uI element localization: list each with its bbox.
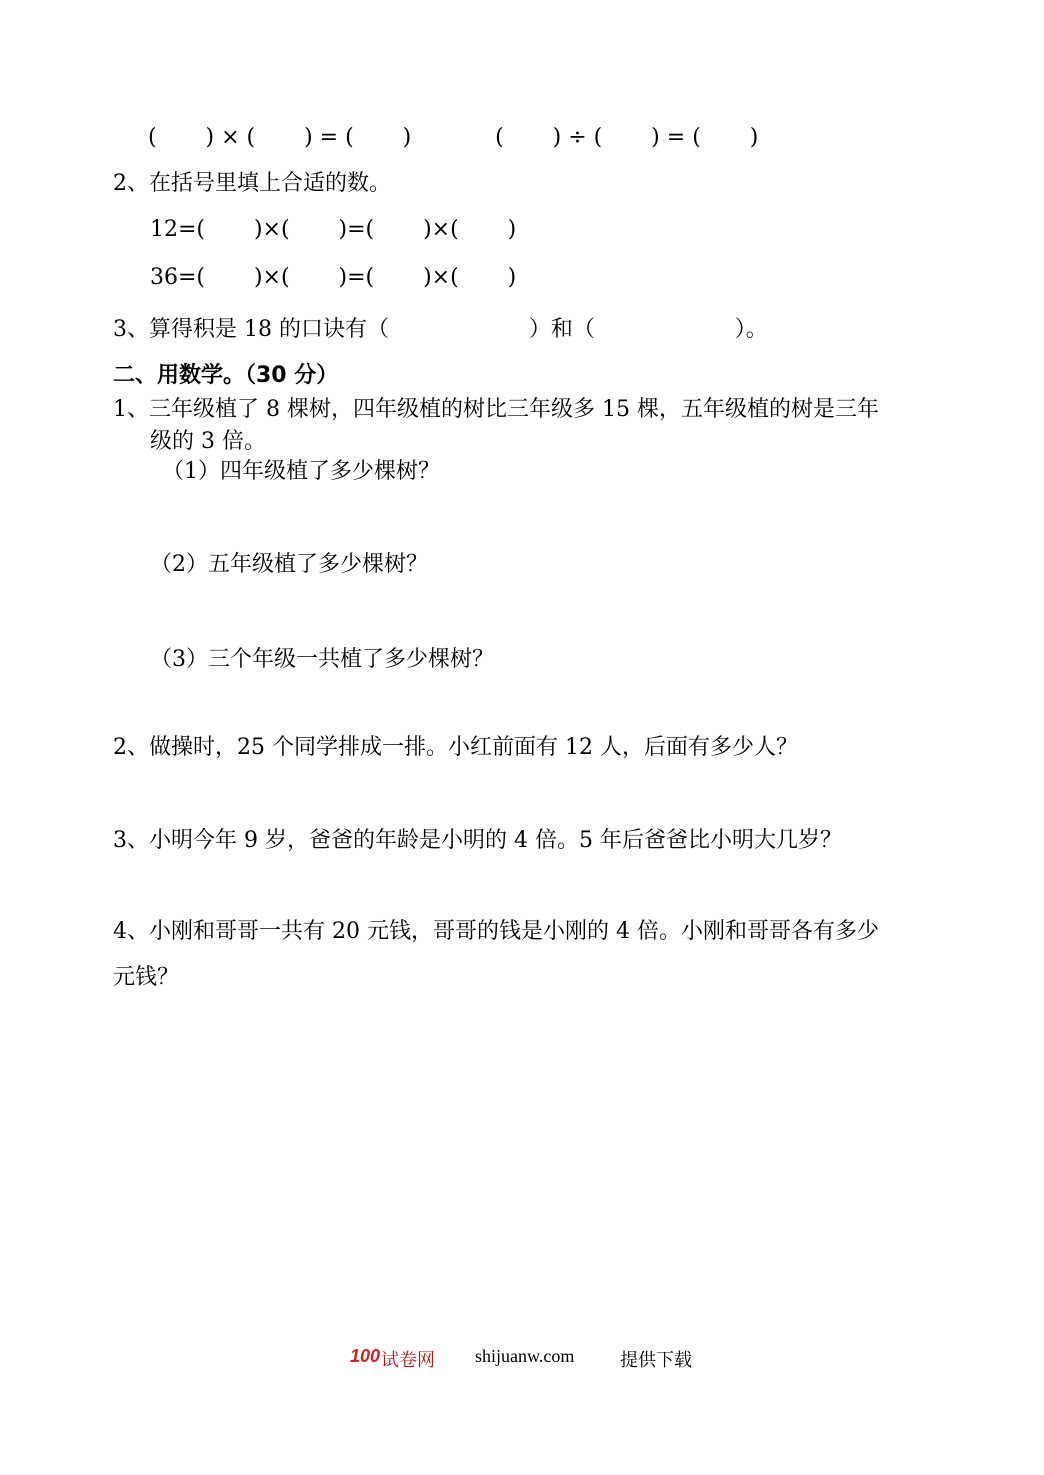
- footer-site: shijuanw.com: [475, 1346, 575, 1366]
- problem-4-line-1: 4、小刚和哥哥一共有 20 元钱，哥哥的钱是小刚的 4 倍。小刚和哥哥各有多少: [113, 919, 879, 944]
- problem-1-sub-1: （1）四年级植了多少棵树？: [162, 459, 440, 484]
- page-footer: [0, 1344, 1044, 1372]
- section-2-heading: 二、用数学。（30 分）: [113, 363, 339, 388]
- problem-1-sub-3: （3）三个年级一共植了多少棵树？: [150, 647, 494, 672]
- problem-2: 2、做操时，25 个同学排成一排。小红前面有 12 人，后面有多少人？: [113, 735, 798, 760]
- problem-1-sub-2: （2）五年级植了多少棵树？: [150, 552, 428, 577]
- question-3: 3、算得积是 18 的口诀有（ ）和（ ）。: [113, 317, 768, 342]
- equation-row: ( ) × ( ) = ( ) ( ) ÷ ( ) = ( ): [148, 125, 759, 150]
- logo-text: 试卷网: [381, 1350, 435, 1371]
- problem-1-line-2: 级的 3 倍。: [150, 429, 266, 454]
- footer-provide: 提供下载: [620, 1350, 692, 1371]
- question-2-line-1: 12=( )×( )=( )×( ): [150, 217, 517, 242]
- question-2-title: 2、在括号里填上合适的数。: [113, 171, 391, 196]
- problem-4-line-2: 元钱？: [113, 965, 180, 990]
- logo-number: 100: [350, 1346, 381, 1366]
- problem-1-line-1: 1、三年级植了 8 棵树，四年级植的树比三年级多 15 棵，五年级植的树是三年: [113, 397, 879, 422]
- problem-3: 3、小明今年 9 岁，爸爸的年龄是小明的 4 倍。5 年后爸爸比小明大几岁？: [113, 828, 842, 853]
- question-2-line-2: 36=( )×( )=( )×( ): [150, 265, 517, 290]
